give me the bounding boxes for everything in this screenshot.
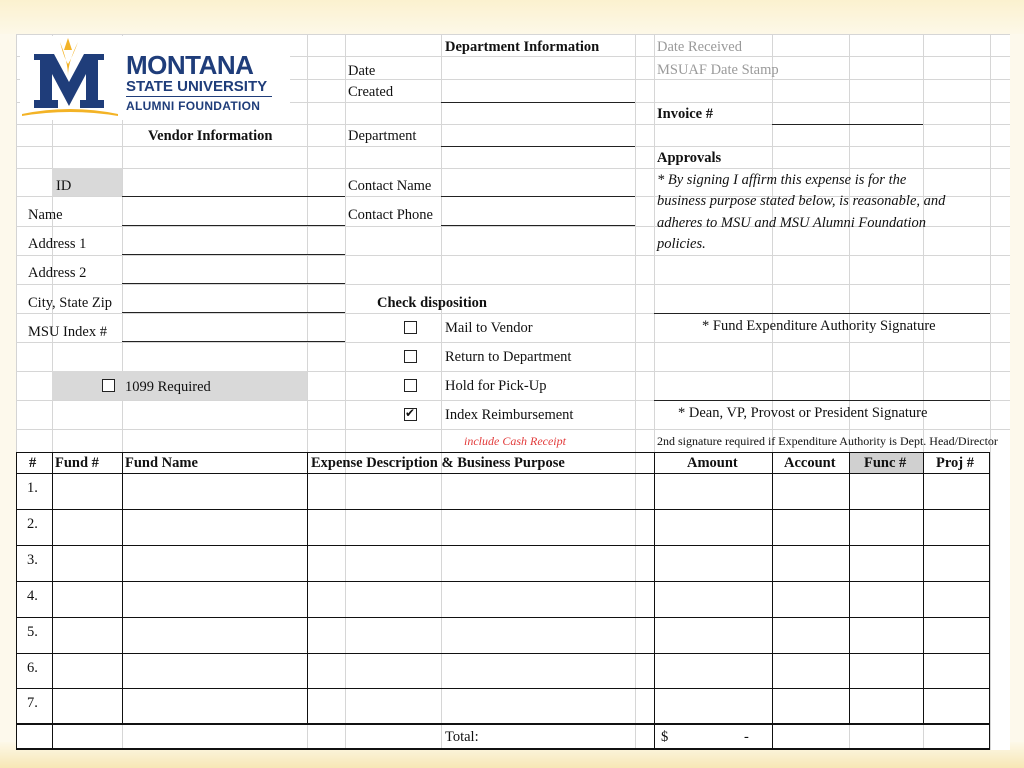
approvals-statement-line2: business purpose stated below, is reasonable, and xyxy=(657,193,946,209)
check-disposition-heading: Check disposition xyxy=(377,295,487,311)
include-cash-receipt-note: include Cash Receipt xyxy=(464,434,566,448)
hold-for-pickup-label: Hold for Pick-Up xyxy=(445,378,547,394)
logo-line-state-university: STATE UNIVERSITY xyxy=(126,78,268,95)
second-signature-note: 2nd signature required if Expenditure Authority is Dept. Head/Director xyxy=(657,434,998,448)
contact-phone-label: Contact Phone xyxy=(348,207,433,223)
col-header-fund: Fund # xyxy=(55,455,99,471)
table-row-number: 6. xyxy=(27,660,38,676)
invoice-label: Invoice # xyxy=(657,106,713,122)
index-reimbursement-label: Index Reimbursement xyxy=(445,407,574,423)
vendor-address2-label: Address 2 xyxy=(28,265,87,281)
logo-line-montana: MONTANA xyxy=(126,50,254,80)
mail-to-vendor-checkbox[interactable] xyxy=(404,321,417,334)
slide-header-band xyxy=(0,0,1024,34)
department-label: Department xyxy=(348,128,417,144)
msu-m-logo-icon xyxy=(20,36,120,120)
msu-index-field[interactable] xyxy=(122,341,345,342)
contact-name-field[interactable] xyxy=(441,196,635,197)
total-currency: $ xyxy=(661,729,669,745)
vendor-address1-field[interactable] xyxy=(122,254,345,255)
vendor-name-field[interactable] xyxy=(122,225,345,226)
col-header-description: Expense Description & Business Purpose xyxy=(311,455,565,471)
date-received-label: Date Received xyxy=(657,39,742,55)
total-label: Total: xyxy=(445,729,479,745)
created-label: Created xyxy=(348,84,394,100)
contact-name-label: Contact Name xyxy=(348,178,432,194)
table-row-number: 4. xyxy=(27,588,38,604)
col-header-func: Func # xyxy=(864,455,907,471)
invoice-field[interactable] xyxy=(772,124,923,125)
vendor-id-label: ID xyxy=(56,178,72,194)
table-row-number: 5. xyxy=(27,624,38,640)
msu-alumni-foundation-logo xyxy=(20,36,290,120)
vendor-address1-label: Address 1 xyxy=(28,236,87,252)
approvals-heading: Approvals xyxy=(657,150,722,166)
date-created-field[interactable] xyxy=(441,102,635,103)
vendor-address2-field[interactable] xyxy=(122,283,345,284)
approvals-statement-line4: policies. xyxy=(657,236,706,252)
col-header-proj: Proj # xyxy=(936,455,974,471)
vendor-name-label: Name xyxy=(28,207,63,223)
fund-authority-signature-label: * Fund Expenditure Authority Signature xyxy=(702,318,936,334)
required-1099-checkbox[interactable] xyxy=(102,379,115,392)
expense-form-sheet xyxy=(16,34,1010,750)
table-row-number: 7. xyxy=(27,695,38,711)
total-value: - xyxy=(744,729,749,745)
msuaf-date-stamp-label: MSUAF Date Stamp xyxy=(657,62,779,78)
col-header-amount: Amount xyxy=(687,455,738,471)
dean-signature-label: * Dean, VP, Provost or President Signature xyxy=(678,405,928,421)
approvals-statement-line1: * By signing I affirm this expense is for the xyxy=(657,172,907,188)
col-header-number: # xyxy=(29,455,37,471)
department-information-heading: Department Information xyxy=(445,39,600,55)
index-reimbursement-checkbox[interactable] xyxy=(404,408,417,421)
table-row-number: 2. xyxy=(27,516,38,532)
date-label: Date xyxy=(348,63,376,79)
table-row-number: 3. xyxy=(27,552,38,568)
mail-to-vendor-label: Mail to Vendor xyxy=(445,320,533,336)
col-header-account: Account xyxy=(784,455,836,471)
approvals-statement-line3: adheres to MSU and MSU Alumni Foundation xyxy=(657,215,927,231)
expense-table xyxy=(16,452,990,750)
return-to-department-label: Return to Department xyxy=(445,349,572,365)
return-to-department-checkbox[interactable] xyxy=(404,350,417,363)
table-row-number: 1. xyxy=(27,480,38,496)
col-header-fund-name: Fund Name xyxy=(125,455,198,471)
department-field[interactable] xyxy=(441,146,635,147)
required-1099-label: 1099 Required xyxy=(125,379,211,395)
vendor-city-field[interactable] xyxy=(122,312,345,313)
fund-authority-signature-line[interactable] xyxy=(654,313,990,314)
vendor-city-label: City, State Zip xyxy=(28,295,113,311)
dean-signature-line[interactable] xyxy=(654,400,990,401)
msu-index-label: MSU Index # xyxy=(28,324,107,340)
vendor-information-heading: Vendor Information xyxy=(148,128,273,144)
contact-phone-field[interactable] xyxy=(441,225,635,226)
hold-for-pickup-checkbox[interactable] xyxy=(404,379,417,392)
logo-line-alumni-foundation: ALUMNI FOUNDATION xyxy=(126,99,261,113)
